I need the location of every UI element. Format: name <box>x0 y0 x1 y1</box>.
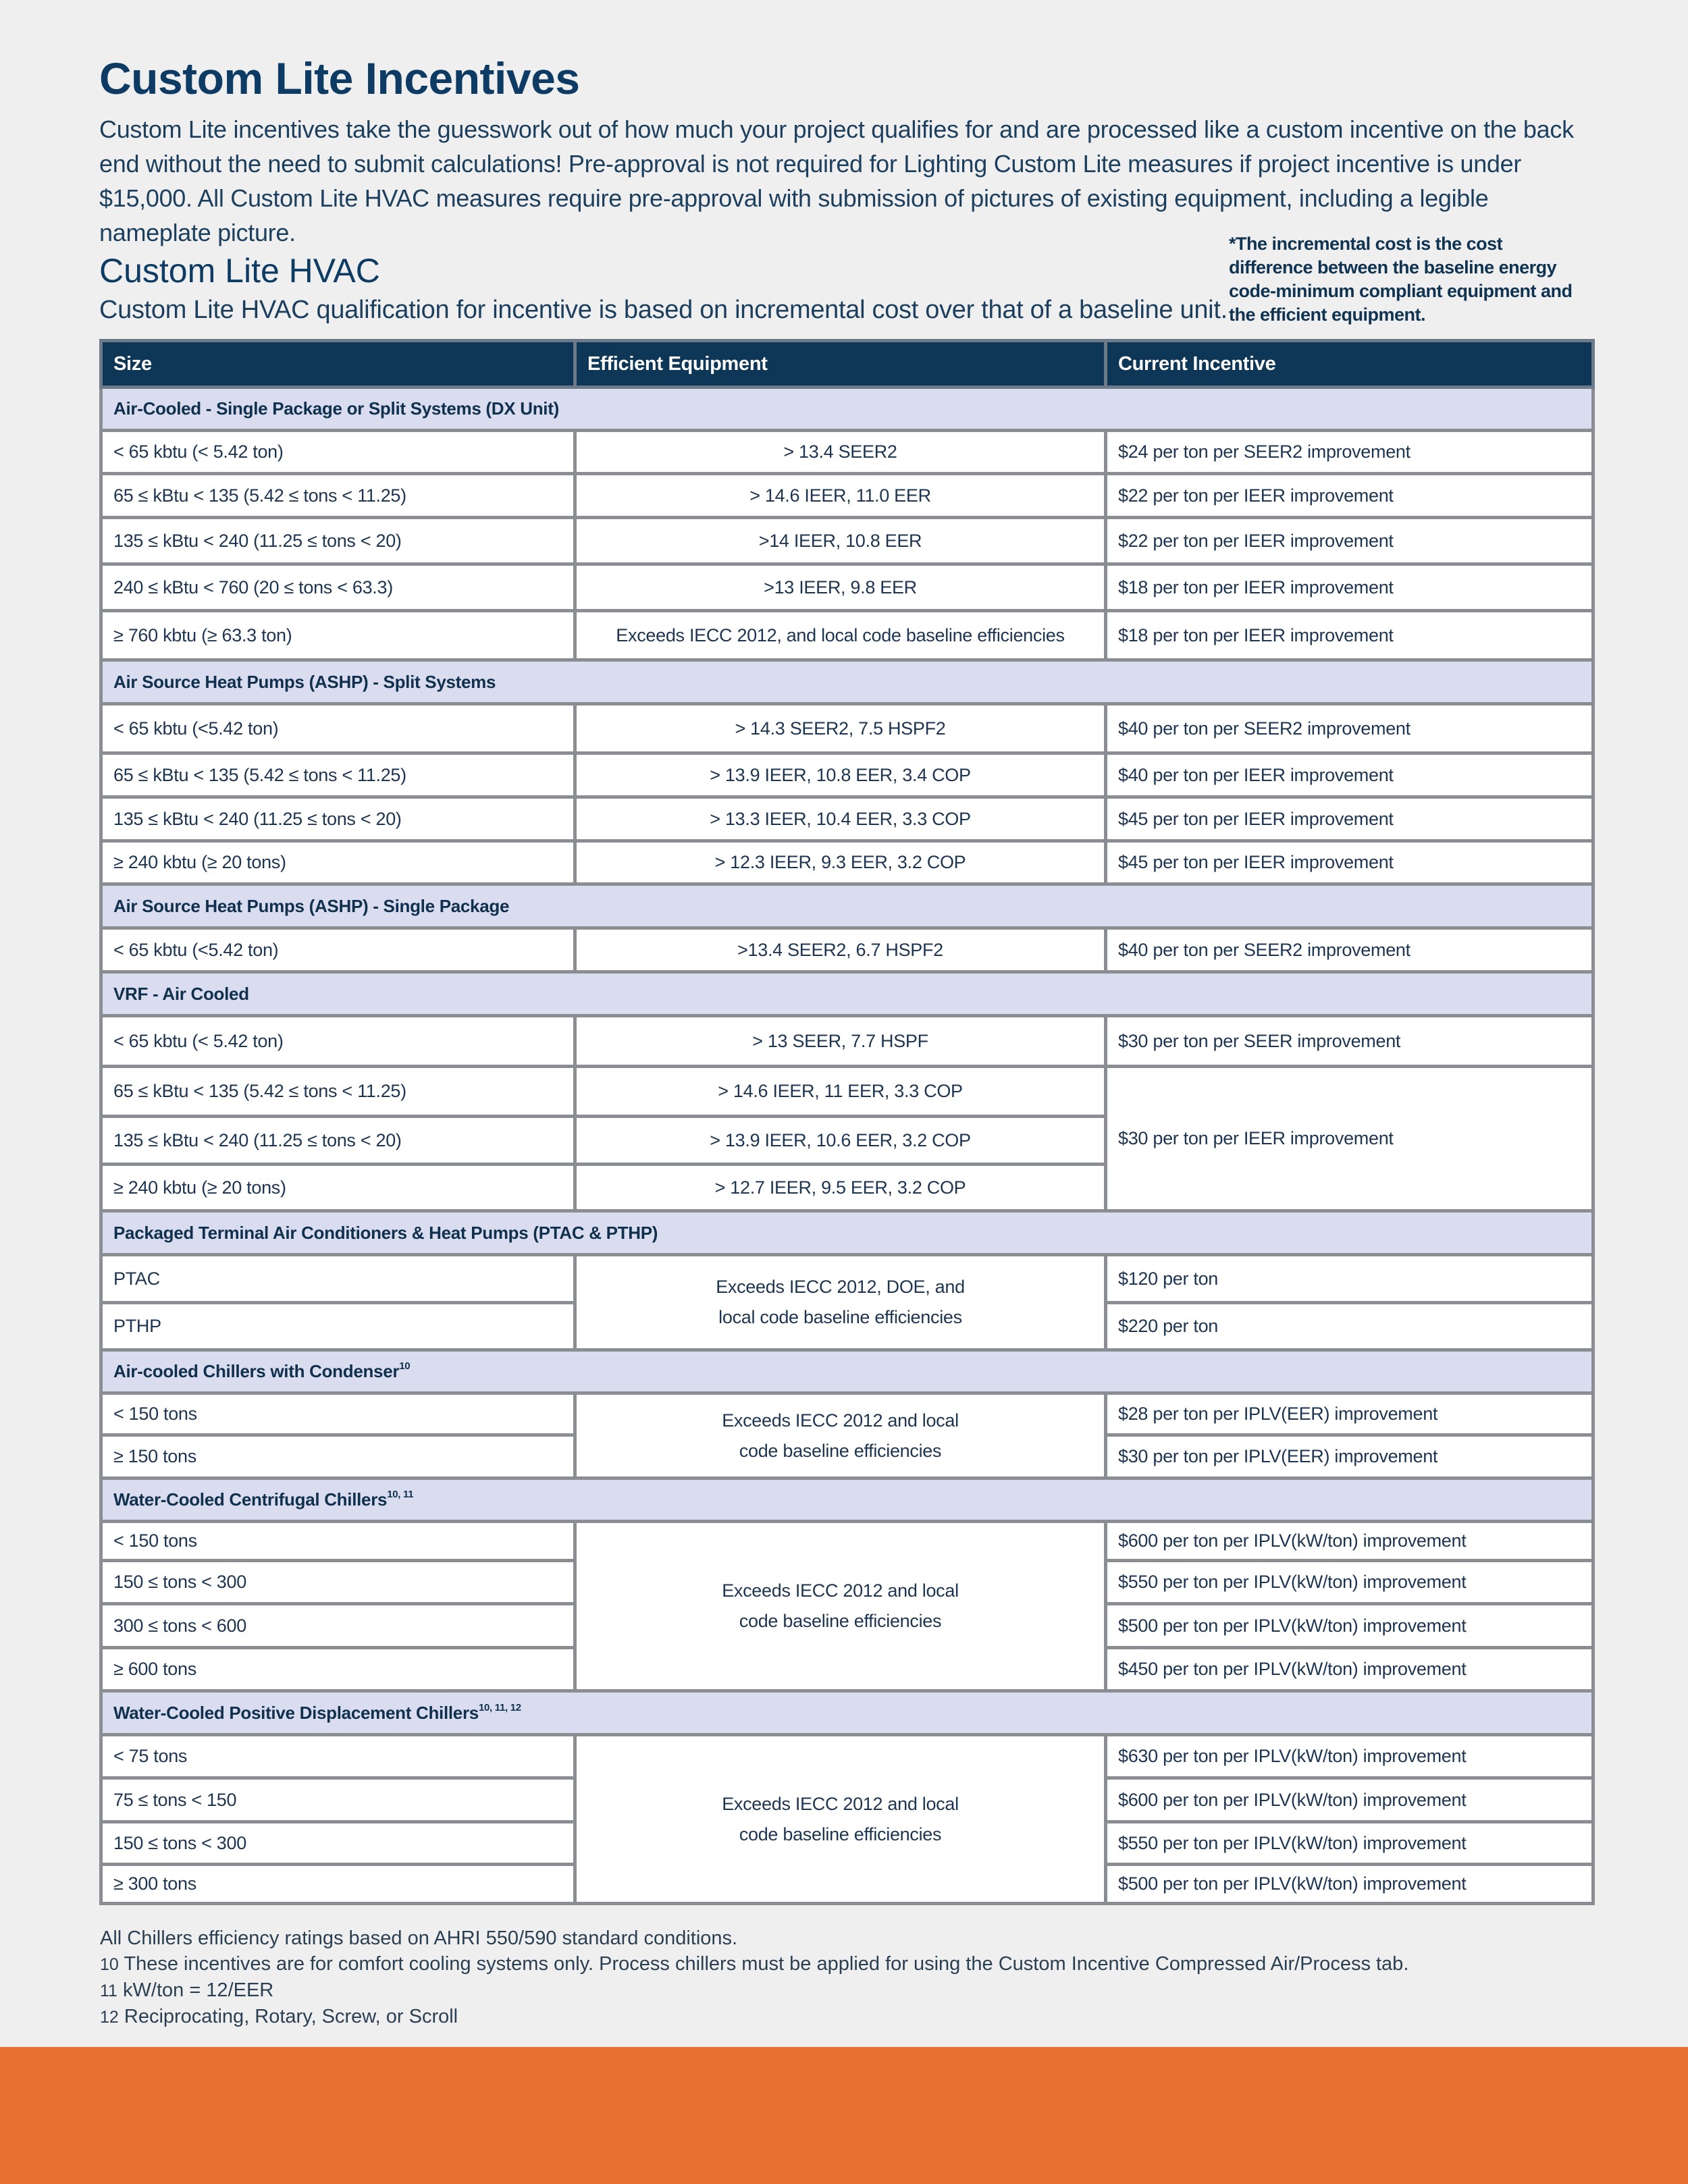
cell-equipment: >13.4 SEER2, 6.7 HSPF2 <box>575 928 1106 972</box>
cell-incentive: $40 per ton per IEER improvement <box>1106 753 1593 797</box>
section-title: Air Source Heat Pumps (ASHP) - Single Package <box>101 884 1593 928</box>
footnote-ref: 10, 11 <box>387 1489 414 1501</box>
footnote-text: Reciprocating, Rotary, Screw, or Scroll <box>124 2006 458 2027</box>
hvac-heading: Custom Lite HVAC <box>99 252 380 290</box>
page-title: Custom Lite Incentives <box>99 53 580 103</box>
cell-incentive: $45 per ton per IEER improvement <box>1106 797 1593 841</box>
footnote-10 <box>100 1951 1408 1977</box>
cell-incentive: $550 per ton per IPLV(kW/ton) improvement <box>1106 1822 1593 1865</box>
section-title: Packaged Terminal Air Conditioners & Heat Pumps (PTAC & PTHP) <box>101 1211 1593 1255</box>
footnote-number: 11 <box>100 1981 117 2000</box>
table-header-row <box>101 341 1593 388</box>
intro-paragraph: Custom Lite incentives take the guesswork out of how much your project qualifies for and are processed like a custom incentive on the back end without the need to submit calculations! Pre-approval is not required for Lighting Custom Lite measures if project incentive is under $15,000. All Custom Lite HVAC measures require pre-approval with submission of pictures of existing equipment, including a legible nameplate picture. <box>99 115 1574 246</box>
cell-size: 300 ≤ tons < 600 <box>101 1604 575 1648</box>
section-row <box>101 1211 1593 1255</box>
section-title: VRF - Air Cooled <box>101 972 1593 1016</box>
cell-incentive: $40 per ton per SEER2 improvement <box>1106 928 1593 972</box>
footnote-12 <box>100 2004 1408 2030</box>
cell-equipment: >14 IEER, 10.8 EER <box>575 518 1106 564</box>
cell-equipment: Exceeds IECC 2012 and local code baseline efficiencies <box>575 1522 1106 1691</box>
cell-equipment: > 14.6 IEER, 11.0 EER <box>575 474 1106 518</box>
incremental-cost-note: *The incremental cost is the cost difference between the baseline energy code-minimum compliant equipment and the efficient equipment. <box>1229 234 1573 325</box>
cell-equipment: > 13.9 IEER, 10.6 EER, 3.2 COP <box>575 1117 1106 1165</box>
cell-size: < 65 kbtu (< 5.42 ton) <box>101 431 575 474</box>
cell-incentive: $600 per ton per IPLV(kW/ton) improvement <box>1106 1522 1593 1561</box>
table-row <box>101 564 1593 611</box>
col-header-incentive: Current Incentive <box>1106 341 1593 388</box>
cell-incentive: $22 per ton per IEER improvement <box>1106 474 1593 518</box>
cell-equipment: > 12.7 IEER, 9.5 EER, 3.2 COP <box>575 1165 1106 1211</box>
cell-equipment: > 13.4 SEER2 <box>575 431 1106 474</box>
cell-size: < 75 tons <box>101 1735 575 1778</box>
cell-incentive: $600 per ton per IPLV(kW/ton) improvement <box>1106 1778 1593 1822</box>
footnote-text: kW/ton = 12/EER <box>123 1979 274 2001</box>
cell-incentive: $18 per ton per IEER improvement <box>1106 611 1593 660</box>
section-title <box>101 1479 1593 1522</box>
cell-size: < 65 kbtu (< 5.42 ton) <box>101 1016 575 1067</box>
section-row <box>101 1350 1593 1393</box>
footnote-ref: 10, 11, 12 <box>478 1701 521 1713</box>
table-row <box>101 1255 1593 1303</box>
cell-equipment: Exceeds IECC 2012 and local code baseline efficiencies <box>575 1735 1106 1904</box>
footnote-11 <box>100 1977 1408 2004</box>
cell-size: PTAC <box>101 1255 575 1303</box>
cell-incentive: $28 per ton per IPLV(EER) improvement <box>1106 1393 1593 1435</box>
footnote-text: These incentives are for comfort cooling systems only. Process chillers must be applied for using the Custom Incentive Compressed Air/Process tab. <box>124 1953 1409 1975</box>
footnote-number: 12 <box>100 2008 119 2027</box>
cell-equipment: Exceeds IECC 2012, DOE, and local code baseline efficiencies <box>575 1255 1106 1350</box>
cell-equipment: > 14.3 SEER2, 7.5 HSPF2 <box>575 704 1106 753</box>
cell-equipment: > 14.6 IEER, 11 EER, 3.3 COP <box>575 1067 1106 1117</box>
cell-size: 135 ≤ kBtu < 240 (11.25 ≤ tons < 20) <box>101 797 575 841</box>
cell-size: ≥ 300 tons <box>101 1865 575 1904</box>
cell-size: PTHP <box>101 1303 575 1350</box>
cell-equipment: Exceeds IECC 2012 and local code baseline efficiencies <box>575 1393 1106 1479</box>
cell-size: 135 ≤ kBtu < 240 (11.25 ≤ tons < 20) <box>101 518 575 564</box>
table-row <box>101 1016 1593 1067</box>
incentive-table <box>99 339 1595 1905</box>
table-row <box>101 1735 1593 1778</box>
cell-incentive: $550 per ton per IPLV(kW/ton) improvement <box>1106 1561 1593 1604</box>
table-row <box>101 841 1593 884</box>
footnotes <box>100 1925 1408 2030</box>
cell-incentive: $45 per ton per IEER improvement <box>1106 841 1593 884</box>
section-row <box>101 884 1593 928</box>
cell-incentive: $30 per ton per SEER improvement <box>1106 1016 1593 1067</box>
cell-size: ≥ 760 kbtu (≥ 63.3 ton) <box>101 611 575 660</box>
cell-incentive: $30 per ton per IEER improvement <box>1106 1067 1593 1211</box>
cell-equipment: > 12.3 IEER, 9.3 EER, 3.2 COP <box>575 841 1106 884</box>
cell-size: 65 ≤ kBtu < 135 (5.42 ≤ tons < 11.25) <box>101 753 575 797</box>
table-row <box>101 1067 1593 1117</box>
table-row <box>101 704 1593 753</box>
cell-incentive: $24 per ton per SEER2 improvement <box>1106 431 1593 474</box>
cell-size: 65 ≤ kBtu < 135 (5.42 ≤ tons < 11.25) <box>101 1067 575 1117</box>
table-row <box>101 431 1593 474</box>
cell-equipment: > 13.9 IEER, 10.8 EER, 3.4 COP <box>575 753 1106 797</box>
cell-incentive: $40 per ton per SEER2 improvement <box>1106 704 1593 753</box>
footer-bar <box>0 2047 1688 2184</box>
cell-size: 150 ≤ tons < 300 <box>101 1822 575 1865</box>
cell-incentive: $120 per ton <box>1106 1255 1593 1303</box>
cell-size: < 65 kbtu (<5.42 ton) <box>101 928 575 972</box>
table-row <box>101 1393 1593 1435</box>
table-row <box>101 518 1593 564</box>
cell-size: ≥ 240 kbtu (≥ 20 tons) <box>101 1165 575 1211</box>
section-row <box>101 1691 1593 1735</box>
cell-equipment: >13 IEER, 9.8 EER <box>575 564 1106 611</box>
section-row <box>101 1479 1593 1522</box>
cell-size: 65 ≤ kBtu < 135 (5.42 ≤ tons < 11.25) <box>101 474 575 518</box>
section-title: Air-Cooled - Single Package or Split Systems (DX Unit) <box>101 388 1593 431</box>
cell-incentive: $630 per ton per IPLV(kW/ton) improvement <box>1106 1735 1593 1778</box>
table-row <box>101 1522 1593 1561</box>
table-row <box>101 753 1593 797</box>
section-title-text: Air-cooled Chillers with Condenser <box>113 1361 400 1381</box>
cell-size: < 65 kbtu (<5.42 ton) <box>101 704 575 753</box>
col-header-equipment: Efficient Equipment <box>575 341 1106 388</box>
cell-incentive: $450 per ton per IPLV(kW/ton) improvement <box>1106 1648 1593 1691</box>
section-title <box>101 1350 1593 1393</box>
footnote-line: All Chillers efficiency ratings based on AHRI 550/590 standard conditions. <box>100 1927 738 1949</box>
table-row <box>101 474 1593 518</box>
cell-size: 240 ≤ kBtu < 760 (20 ≤ tons < 63.3) <box>101 564 575 611</box>
cell-equipment: Exceeds IECC 2012, and local code baseline efficiencies <box>575 611 1106 660</box>
cell-incentive: $18 per ton per IEER improvement <box>1106 564 1593 611</box>
section-title-text: Water-Cooled Centrifugal Chillers <box>113 1489 388 1510</box>
table-row <box>101 797 1593 841</box>
cell-size: 135 ≤ kBtu < 240 (11.25 ≤ tons < 20) <box>101 1117 575 1165</box>
cell-incentive: $500 per ton per IPLV(kW/ton) improvement <box>1106 1604 1593 1648</box>
cell-size: ≥ 600 tons <box>101 1648 575 1691</box>
section-row <box>101 388 1593 431</box>
cell-incentive: $22 per ton per IEER improvement <box>1106 518 1593 564</box>
section-title-text: Water-Cooled Positive Displacement Chillers <box>113 1702 479 1723</box>
cell-equipment: > 13.3 IEER, 10.4 EER, 3.3 COP <box>575 797 1106 841</box>
cell-size: 75 ≤ tons < 150 <box>101 1778 575 1822</box>
cell-size: < 150 tons <box>101 1393 575 1435</box>
section-title: Air Source Heat Pumps (ASHP) - Split Systems <box>101 660 1593 704</box>
cell-incentive: $500 per ton per IPLV(kW/ton) improvement <box>1106 1865 1593 1904</box>
footnote-ref: 10 <box>399 1360 411 1373</box>
cell-size: 150 ≤ tons < 300 <box>101 1561 575 1604</box>
col-header-size: Size <box>101 341 575 388</box>
section-row <box>101 972 1593 1016</box>
cell-incentive: $220 per ton <box>1106 1303 1593 1350</box>
cell-size: ≥ 150 tons <box>101 1435 575 1479</box>
table-row <box>101 928 1593 972</box>
hvac-subtitle: Custom Lite HVAC qualification for incentive is based on incremental cost over that of a baseline unit. <box>99 296 1228 324</box>
cell-incentive: $30 per ton per IPLV(EER) improvement <box>1106 1435 1593 1479</box>
cell-equipment: > 13 SEER, 7.7 HSPF <box>575 1016 1106 1067</box>
cell-size: ≥ 240 kbtu (≥ 20 tons) <box>101 841 575 884</box>
section-title <box>101 1691 1593 1735</box>
section-row <box>101 660 1593 704</box>
cell-size: < 150 tons <box>101 1522 575 1561</box>
table-row <box>101 611 1593 660</box>
footnote-number: 10 <box>100 1955 119 1974</box>
